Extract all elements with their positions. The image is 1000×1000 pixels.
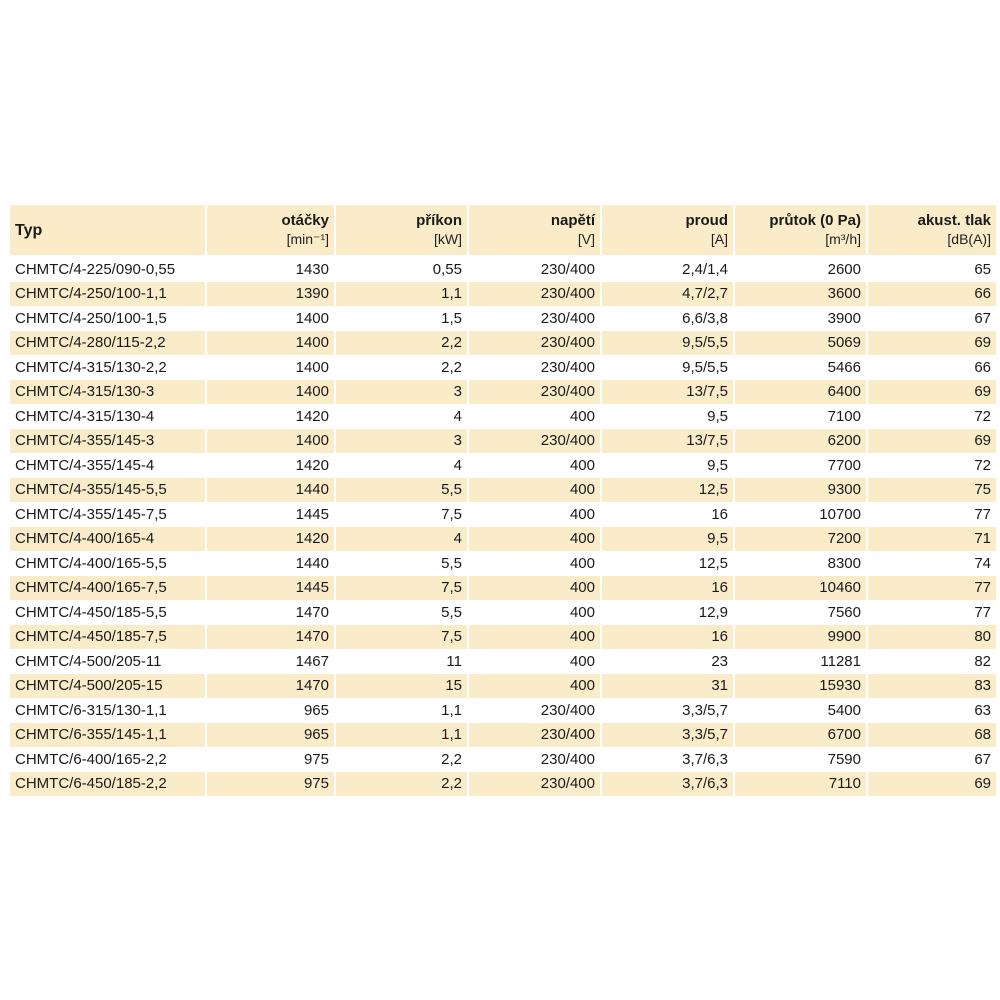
- table-row: [10, 576, 996, 601]
- spec-table-container: [10, 205, 992, 796]
- cell-type: CHMTC/4-450/185-5,5: [15, 603, 167, 621]
- cell-type: CHMTC/4-400/165-7,5: [10, 576, 205, 601]
- cell-speed: 1470: [207, 625, 334, 650]
- table-row: [10, 723, 996, 748]
- cell-power: 2,2: [441, 750, 462, 768]
- cell-type: CHMTC/4-280/115-2,2: [10, 331, 205, 356]
- cell-airflow: 7590: [827, 750, 861, 768]
- cell-sound-pressure: 63: [974, 701, 991, 719]
- cell-type: CHMTC/6-355/145-1,1: [10, 723, 205, 748]
- header-unit: [dB(A)]: [947, 231, 991, 247]
- cell-current: 3,7/6,3: [682, 750, 728, 768]
- cell-voltage: 400: [469, 527, 600, 552]
- cell-airflow: 9300: [735, 478, 866, 503]
- cell-power: 1,1: [441, 701, 462, 719]
- cell-airflow: 7100: [827, 407, 861, 425]
- cell-airflow: 8300: [827, 554, 861, 572]
- cell-airflow: 7200: [735, 527, 866, 552]
- header-type: Typ: [10, 205, 205, 255]
- table-row: [10, 747, 996, 772]
- cell-voltage: 230/400: [469, 429, 600, 454]
- cell-speed: 1400: [295, 358, 329, 376]
- cell-type: CHMTC/4-400/165-4: [10, 527, 205, 552]
- header-power: příkon [kW]: [336, 205, 467, 255]
- cell-sound-pressure: 69: [868, 331, 996, 356]
- table-row: [10, 527, 996, 552]
- cell-speed: 1467: [295, 652, 329, 670]
- cell-current: 3,3/5,7: [602, 723, 733, 748]
- cell-airflow: 3900: [827, 309, 861, 327]
- cell-power: 3: [336, 429, 467, 454]
- cell-speed: 1400: [295, 309, 329, 327]
- cell-type: CHMTC/4-500/205-15: [10, 674, 205, 699]
- cell-airflow: 3600: [735, 282, 866, 307]
- cell-type: CHMTC/4-355/145-4: [15, 456, 155, 474]
- cell-airflow: 6200: [735, 429, 866, 454]
- table-row: [10, 674, 996, 699]
- cell-speed: 1390: [207, 282, 334, 307]
- cell-speed: 1445: [207, 576, 334, 601]
- cell-voltage: 230/400: [469, 380, 600, 405]
- table-row: [10, 331, 996, 356]
- cell-speed: 1445: [295, 505, 329, 523]
- cell-power: 4: [336, 527, 467, 552]
- cell-power: 1,1: [336, 723, 467, 748]
- table-row: [10, 649, 996, 674]
- cell-power: 4: [453, 407, 462, 425]
- cell-airflow: 11281: [820, 652, 861, 670]
- cell-speed: 1420: [207, 527, 334, 552]
- cell-sound-pressure: 66: [974, 358, 991, 376]
- table-row: [10, 478, 996, 503]
- cell-current: 12,9: [698, 603, 728, 621]
- cell-type: CHMTC/6-315/130-1,1: [15, 701, 167, 719]
- cell-power: 2,2: [336, 772, 467, 797]
- cell-type: CHMTC/6-400/165-2,2: [15, 750, 167, 768]
- cell-sound-pressure: 65: [868, 255, 996, 282]
- cell-power: 2,2: [441, 358, 462, 376]
- cell-speed: 965: [207, 723, 334, 748]
- cell-power: 3: [336, 380, 467, 405]
- cell-sound-pressure: 69: [868, 429, 996, 454]
- cell-current: 9,5: [707, 407, 728, 425]
- cell-current: 16: [711, 505, 728, 523]
- cell-current: 16: [602, 576, 733, 601]
- cell-voltage: 400: [569, 603, 595, 621]
- cell-airflow: 2600: [735, 255, 866, 282]
- cell-sound-pressure: 68: [868, 723, 996, 748]
- table-row: [10, 380, 996, 405]
- cell-current: 16: [602, 625, 733, 650]
- cell-speed: 1440: [295, 554, 329, 572]
- table-row: [10, 600, 996, 625]
- cell-airflow: 6700: [735, 723, 866, 748]
- cell-voltage: 400: [569, 407, 595, 425]
- cell-voltage: 230/400: [540, 309, 595, 327]
- cell-airflow: 6400: [735, 380, 866, 405]
- cell-airflow: 10700: [819, 505, 861, 523]
- table-row: [10, 625, 996, 650]
- cell-type: CHMTC/4-400/165-5,5: [15, 554, 167, 572]
- header-current: proud [A]: [602, 205, 733, 255]
- cell-speed: 965: [303, 701, 329, 719]
- cell-voltage: 230/400: [540, 358, 595, 376]
- cell-power: 4: [453, 456, 462, 474]
- cell-voltage: 230/400: [469, 255, 600, 282]
- cell-type: CHMTC/4-225/090-0,55: [10, 255, 205, 282]
- cell-type: CHMTC/6-450/185-2,2: [10, 772, 205, 797]
- cell-voltage: 400: [469, 625, 600, 650]
- cell-airflow: 5069: [735, 331, 866, 356]
- cell-type: CHMTC/4-450/185-7,5: [10, 625, 205, 650]
- cell-current: 3,7/6,3: [602, 772, 733, 797]
- table-row: [10, 551, 996, 576]
- header-unit: [kW]: [434, 231, 462, 247]
- table-row: [10, 404, 996, 429]
- cell-type: CHMTC/4-315/130-3: [10, 380, 205, 405]
- cell-type: CHMTC/4-250/100-1,5: [15, 309, 167, 327]
- cell-speed: 1430: [207, 255, 334, 282]
- cell-current: 13/7,5: [602, 429, 733, 454]
- cell-power: 5,5: [441, 603, 462, 621]
- cell-sound-pressure: 66: [868, 282, 996, 307]
- cell-type: CHMTC/4-315/130-4: [15, 407, 155, 425]
- cell-sound-pressure: 67: [974, 750, 991, 768]
- cell-voltage: 230/400: [540, 750, 595, 768]
- cell-type: CHMTC/4-355/145-5,5: [10, 478, 205, 503]
- cell-type: CHMTC/4-250/100-1,1: [10, 282, 205, 307]
- header-speed: otáčky [min⁻¹]: [207, 205, 334, 255]
- cell-sound-pressure: 77: [868, 576, 996, 601]
- cell-voltage: 230/400: [469, 772, 600, 797]
- cell-airflow: 5466: [827, 358, 861, 376]
- cell-speed: 1420: [295, 407, 329, 425]
- cell-sound-pressure: 83: [868, 674, 996, 699]
- cell-power: 11: [446, 652, 462, 670]
- cell-sound-pressure: 72: [974, 456, 991, 474]
- cell-current: 9,5: [602, 527, 733, 552]
- cell-speed: 1400: [207, 429, 334, 454]
- cell-speed: 1470: [207, 674, 334, 699]
- cell-sound-pressure: 75: [868, 478, 996, 503]
- table-row: [10, 453, 996, 478]
- cell-type: CHMTC/4-315/130-2,2: [15, 358, 167, 376]
- cell-voltage: 230/400: [469, 331, 600, 356]
- cell-current: 23: [711, 652, 728, 670]
- header-unit: [m³/h]: [825, 231, 861, 247]
- cell-speed: 1400: [207, 331, 334, 356]
- cell-speed: 975: [207, 772, 334, 797]
- cell-current: 6,6/3,8: [682, 309, 728, 327]
- cell-type: CHMTC/4-500/205-11: [15, 652, 162, 670]
- cell-sound-pressure: 77: [974, 603, 991, 621]
- header-unit: [V]: [577, 231, 595, 247]
- table-row: [10, 306, 996, 331]
- cell-sound-pressure: 71: [868, 527, 996, 552]
- header-unit: [A]: [710, 231, 728, 247]
- cell-voltage: 400: [569, 554, 595, 572]
- cell-current: 3,3/5,7: [682, 701, 728, 719]
- cell-airflow: 7110: [735, 772, 866, 797]
- cell-sound-pressure: 69: [868, 772, 996, 797]
- cell-voltage: 230/400: [469, 282, 600, 307]
- table-body: [10, 255, 996, 796]
- cell-power: 7,5: [336, 625, 467, 650]
- cell-power: 1,5: [441, 309, 462, 327]
- header-airflow: průtok (0 Pa) [m³/h]: [735, 205, 866, 255]
- cell-airflow: 15930: [735, 674, 866, 699]
- cell-voltage: 230/400: [540, 701, 595, 719]
- cell-current: 12,5: [602, 478, 733, 503]
- cell-type: CHMTC/4-355/145-3: [10, 429, 205, 454]
- cell-power: 5,5: [336, 478, 467, 503]
- cell-voltage: 400: [469, 478, 600, 503]
- cell-airflow: 7560: [827, 603, 861, 621]
- cell-airflow: 5400: [827, 701, 861, 719]
- table-row: [10, 355, 996, 380]
- cell-power: 7,5: [336, 576, 467, 601]
- cell-current: 9,5: [707, 456, 728, 474]
- cell-voltage: 230/400: [469, 723, 600, 748]
- cell-airflow: 9900: [735, 625, 866, 650]
- cell-sound-pressure: 74: [974, 554, 991, 572]
- cell-power: 5,5: [441, 554, 462, 572]
- cell-speed: 1400: [207, 380, 334, 405]
- cell-sound-pressure: 82: [974, 652, 991, 670]
- table-header-row: [10, 205, 996, 255]
- table-row: [10, 698, 996, 723]
- fan-spec-table: [8, 205, 998, 796]
- cell-sound-pressure: 67: [974, 309, 991, 327]
- cell-voltage: 400: [469, 674, 600, 699]
- table-row: [10, 772, 996, 797]
- table-row: [10, 255, 996, 282]
- cell-type: CHMTC/4-355/145-7,5: [15, 505, 167, 523]
- cell-current: 12,5: [698, 554, 728, 572]
- cell-voltage: 400: [469, 576, 600, 601]
- cell-speed: 1420: [295, 456, 329, 474]
- table-row: [10, 282, 996, 307]
- cell-airflow: 7700: [827, 456, 861, 474]
- header-unit: [min⁻¹]: [286, 231, 329, 247]
- cell-current: 9,5/5,5: [682, 358, 728, 376]
- table-row: [10, 502, 996, 527]
- cell-power: 1,1: [336, 282, 467, 307]
- cell-voltage: 400: [569, 456, 595, 474]
- table-row: [10, 429, 996, 454]
- cell-current: 13/7,5: [602, 380, 733, 405]
- cell-sound-pressure: 72: [974, 407, 991, 425]
- cell-speed: 1470: [295, 603, 329, 621]
- cell-power: 0,55: [336, 255, 467, 282]
- cell-speed: 975: [303, 750, 329, 768]
- cell-voltage: 400: [569, 652, 595, 670]
- cell-power: 7,5: [441, 505, 462, 523]
- cell-power: 2,2: [336, 331, 467, 356]
- cell-sound-pressure: 80: [868, 625, 996, 650]
- cell-sound-pressure: 77: [974, 505, 991, 523]
- cell-sound-pressure: 69: [868, 380, 996, 405]
- cell-power: 15: [336, 674, 467, 699]
- cell-current: 9,5/5,5: [602, 331, 733, 356]
- cell-speed: 1440: [207, 478, 334, 503]
- header-voltage: napětí [V]: [469, 205, 600, 255]
- cell-current: 31: [602, 674, 733, 699]
- cell-airflow: 10460: [735, 576, 866, 601]
- cell-current: 4,7/2,7: [602, 282, 733, 307]
- cell-current: 2,4/1,4: [602, 255, 733, 282]
- header-sound-pressure: akust. tlak [dB(A)]: [868, 205, 996, 255]
- cell-voltage: 400: [569, 505, 595, 523]
